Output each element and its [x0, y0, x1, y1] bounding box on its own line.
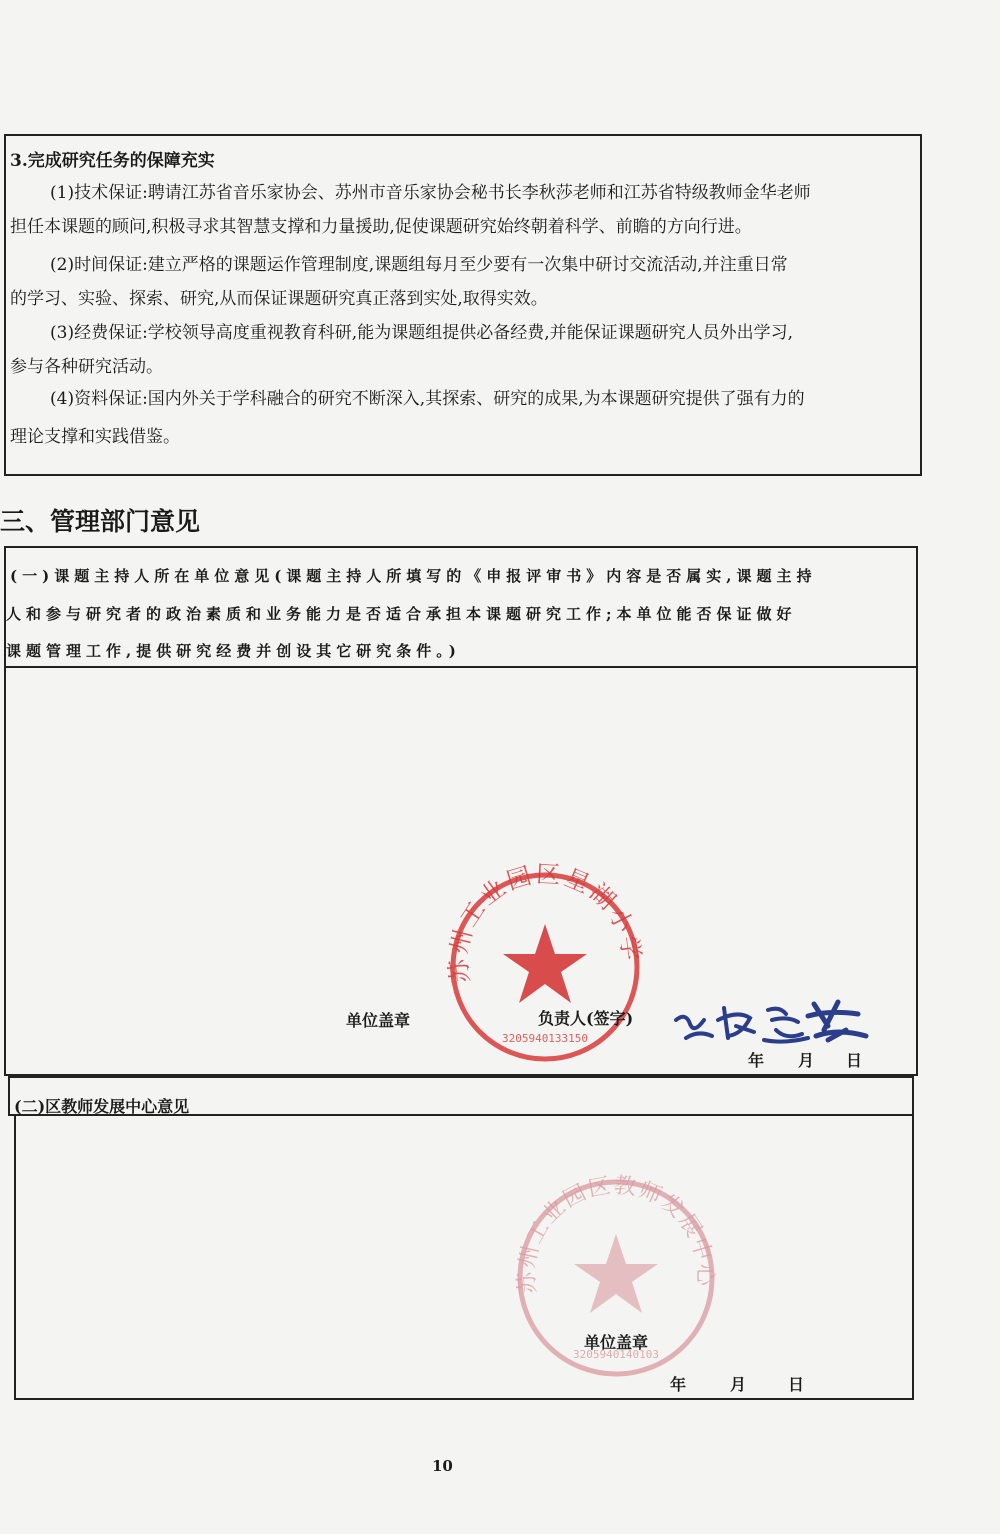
star-icon	[503, 924, 587, 1003]
part2-body-box	[14, 1114, 914, 1400]
section3-title: 3.完成研究任务的保障充实	[10, 151, 215, 171]
paragraph-1-line-1: (1)技术保证:聘请江苏省音乐家协会、苏州市音乐家协会秘书长李秋莎老师和江苏省特级教师金华老师	[50, 183, 811, 203]
part2-date-year: 年	[670, 1375, 687, 1394]
part1-signer-label: 负责人(签字)	[538, 1009, 634, 1028]
signature-image	[668, 990, 878, 1050]
part2-title: (二)区教师发展中心意见	[14, 1097, 190, 1116]
paragraph-1-line-2: 担任本课题的顾问,积极寻求其智慧支撑和力量援助,促使课题研究始终朝着科学、前瞻的方向行进。	[10, 217, 752, 237]
page-number: 10	[432, 1457, 453, 1475]
section-heading: 三、管理部门意见	[0, 507, 201, 536]
part2-date-day: 日	[788, 1375, 805, 1394]
part1-instruction-line-2: 人和参与研究者的政治素质和业务能力是否适合承担本课题研究工作;本单位能否保证做好	[6, 605, 797, 623]
part2-date-month: 月	[730, 1375, 747, 1394]
paragraph-3-line-1: (3)经费保证:学校领导高度重视教育科研,能为课题组提供必备经费,并能保证课题研究人员外出学习,	[50, 323, 794, 343]
part1-date-year: 年	[748, 1051, 765, 1070]
part1-seal-label: 单位盖章	[346, 1011, 411, 1030]
center-stamp	[506, 1168, 726, 1388]
paragraph-3-line-2: 参与各种研究活动。	[10, 357, 163, 377]
stamp-text: 苏州工业园区星湖小学	[444, 862, 646, 985]
part2-seal-label: 单位盖章	[584, 1333, 649, 1352]
part1-instruction-line-3: 课题管理工作,提供研究经费并创设其它研究条件。)	[6, 642, 461, 660]
part1-divider	[4, 666, 918, 668]
part1-date-month: 月	[798, 1051, 815, 1070]
stamp-text: 苏州工业园区教师发展中心	[514, 1173, 718, 1295]
school-stamp	[440, 862, 650, 1072]
part1-instruction-line-1: (一)课题主持人所在单位意见(课题主持人所填写的《申报评审书》内容是否属实,课题主持	[10, 567, 817, 585]
stamp-number: 3205940140103	[572, 1348, 660, 1361]
paragraph-2-line-1: (2)时间保证:建立严格的课题运作管理制度,课题组每月至少要有一次集中研讨交流活动,并注重日常	[50, 255, 788, 275]
paragraph-2-line-2: 的学习、实验、探索、研究,从而保证课题研究真正落到实处,取得实效。	[10, 289, 548, 309]
part1-date-day: 日	[846, 1051, 863, 1070]
stamp-number: 3205940133150	[501, 1032, 589, 1045]
paragraph-4-line-1: (4)资料保证:国内外关于学科融合的研究不断深入,其探索、研究的成果,为本课题研究提供了强有力的	[50, 389, 805, 409]
paragraph-4-line-2: 理论支撑和实践借鉴。	[10, 427, 180, 447]
star-icon	[574, 1234, 658, 1313]
